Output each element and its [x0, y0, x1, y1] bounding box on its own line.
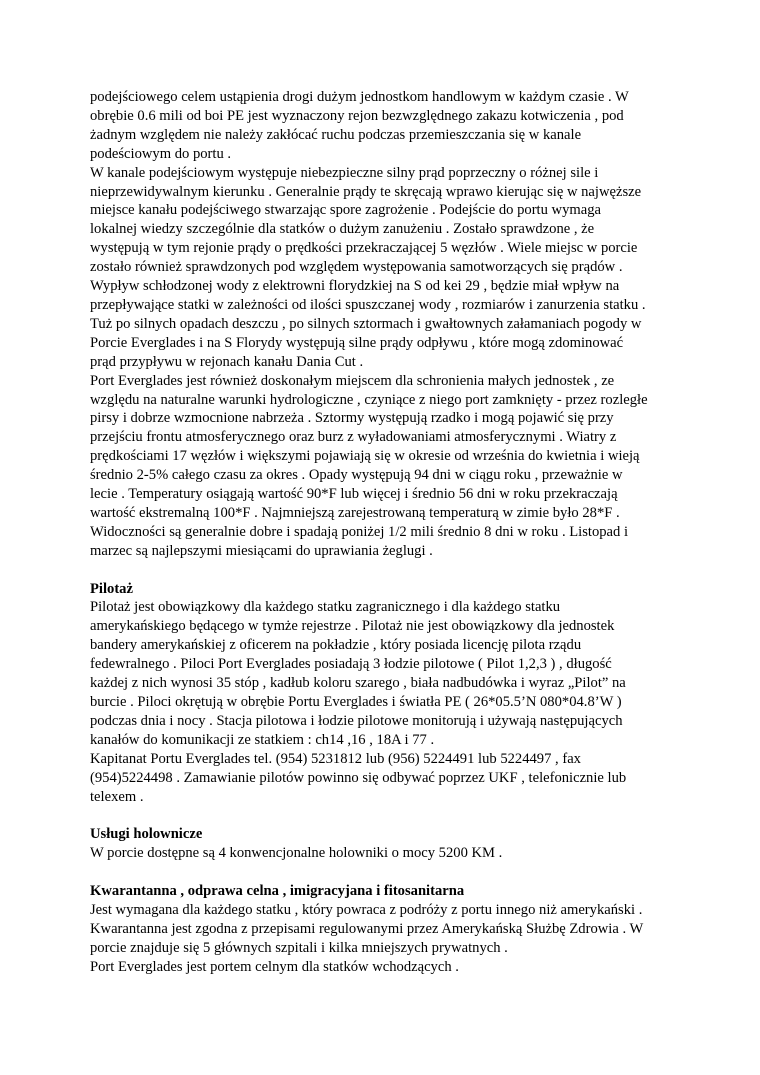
section-spacer [90, 806, 680, 825]
intro-line: Wypływ schłodzonej wody z elektrowni florydzkiej na S od kei 29 , będzie miał wpływ na [90, 278, 620, 295]
quarantine-line: Kwarantanna jest zgodna z przepisami regulowanymi przez Amerykańską Służbę Zdrowia . W [90, 920, 644, 937]
intro-line: względu na naturalne warunki hydrologiczne , czyniące z niego port zamknięty - przez rozległe [90, 391, 648, 408]
section-spacer [90, 863, 680, 882]
document-body [90, 88, 680, 977]
intro-line: wartość ekstremalną 100*F . Najmniejszą zarejestrowaną temperaturą w zimie było 28*F . [90, 504, 620, 521]
pilotage-heading: Pilotaż [90, 580, 133, 597]
intro-line: prąd przypływu w rejonach kanału Dania Cut . [90, 353, 364, 370]
pilotage-line: (954)5224498 . Zamawianie pilotów powinno się odbywać poprzez UKF , telefonicznie lub [90, 769, 627, 786]
intro-line: podejściowego celem ustąpienia drogi dużym jednostkom handlowym w każdym czasie . W [90, 89, 629, 105]
intro-line: przepływające statki w zależności od ilości spuszczanej wody , rozmiarów i zanurzenia statku . [90, 296, 646, 313]
pilotage-line: Pilotaż jest obowiązkowy dla każdego statku zagranicznego i dla każdego statku [90, 599, 561, 616]
intro-line: W kanale podejściowym występuje niebezpieczne silny prąd poprzeczny o różnej sile i [90, 164, 599, 181]
intro-line: Porcie Everglades i na S Florydy występują silne prądy odpływu , które mogą zdominować [90, 334, 624, 351]
intro-line: średnio 2-5% całego czasu za okres . Opady występują 94 dni w ciągu roku , przeważnie w [90, 467, 623, 484]
intro-line: Port Everglades jest również doskonałym miejscem dla schronienia małych jednostek , ze [90, 372, 615, 389]
quarantine-section [90, 882, 680, 977]
section-spacer [90, 561, 680, 580]
intro-line: miejsce kanału podejściwego stwarzając spore zagrożenie . Podejście do portu wymaga [90, 202, 601, 219]
intro-line: lokalnej wiedzy szczególnie dla statków o dużym zanużeniu . Zostało sprawdzone , że [90, 221, 595, 238]
pilotage-section [90, 580, 680, 807]
quarantine-line: porcie znajduje się 5 głównych szpitali i kilka mniejszych prywatnych . [90, 939, 508, 956]
intro-line: prędkościami 17 węzłów i większymi pojawiają się w okresie od września do kwietnia i wieją [90, 448, 640, 465]
pilotage-line: amerykańskiego będącego w tymże rejestrze . Pilotaż nie jest obowiązkowy dla jednostek [90, 618, 615, 635]
quarantine-line: Port Everglades jest portem celnym dla statków wchodzących . [90, 958, 459, 975]
quarantine-line: Jest wymagana dla każdego statku , który powraca z podróży z portu innego niż amerykański . [90, 901, 643, 918]
pilotage-line: fedewralnego . Piloci Port Everglades posiadają 3 łodzie pilotowe ( Pilot 1,2,3 ) , długość [90, 656, 612, 673]
intro-line: marzec są najlepszymi miesiącami do uprawiania żeglugi . [90, 542, 433, 559]
intro-line: przejściu frontu atmosferycznego oraz burz z wyładowaniami atmosferycznymi . Wiatry z [90, 429, 617, 446]
towing-section [90, 825, 680, 863]
towing-line: W porcie dostępne są 4 konwencjonalne holowniki o mocy 5200 KM . [90, 845, 503, 862]
pilotage-line: telexem . [90, 788, 144, 805]
pilotage-line: burcie . Piloci okrętują w obrębie Portu Everglades i światła PE ( 26*05.5’N 080*04.8’W ) [90, 693, 622, 710]
intro-line: podeściowym do portu . [90, 145, 232, 162]
pilotage-line: podczas dnia i nocy . Stacja pilotowa i łodzie pilotowe monitorują i używają następujących [90, 712, 623, 729]
intro-line: występują w tym rejonie prądy o prędkości przekraczającej 5 węzłów . Wiele miejsc w porcie [90, 240, 638, 257]
pilotage-line: kanałów do komunikacji ze statkiem : ch14 ,16 , 18A i 77 . [90, 731, 435, 748]
intro-line: obrębie 0.6 mili od boi PE jest wyznaczony rejon bezwzględnego zakazu kotwiczenia , pod [90, 107, 624, 124]
intro-line: nieprzewidywalnym kierunku . Generalnie prądy te skręcają wprawo kierując się w najwęższe [90, 183, 642, 200]
intro-line: pirsy i dobrze wzmocnione nabrzeża . Sztormy występują rzadko i mogą pojawić się przy [90, 410, 614, 427]
intro-line: Widoczności są generalnie dobre i spadają poniżej 1/2 mili średnio 8 dni w roku . Listopad i [90, 523, 629, 540]
intro-line: żadnym względem nie należy zakłócać ruchu podczas przemieszczania się w kanale [90, 126, 582, 143]
intro-section [90, 88, 680, 561]
quarantine-heading: Kwarantanna , odprawa celna , imigracyjana i fitosanitarna [90, 883, 465, 900]
intro-line: lecie . Temperatury osiągają wartość 90*F lub więcej i średnio 56 dni w roku przekraczają [90, 486, 618, 503]
pilotage-line: każdej z nich wynosi 35 stóp , kadłub koloru szarego , biała nadbudówka i wyraz „Pilot” na [90, 675, 626, 692]
towing-heading: Usługi holownicze [90, 826, 203, 843]
pilotage-line: bandery amerykańskiej z oficerem na pokładzie , który posiada licencję pilota rządu [90, 637, 582, 654]
pilotage-line: Kapitanat Portu Everglades tel. (954) 5231812 lub (956) 5224491 lub 5224497 , fax [90, 750, 581, 767]
intro-line: Tuż po silnych opadach deszczu , po silnych sztormach i gwałtownych załamaniach pogody w [90, 315, 642, 332]
intro-line: zostało również sprawdzonych pod względem występowania samotworzących się prądów . [90, 259, 623, 276]
